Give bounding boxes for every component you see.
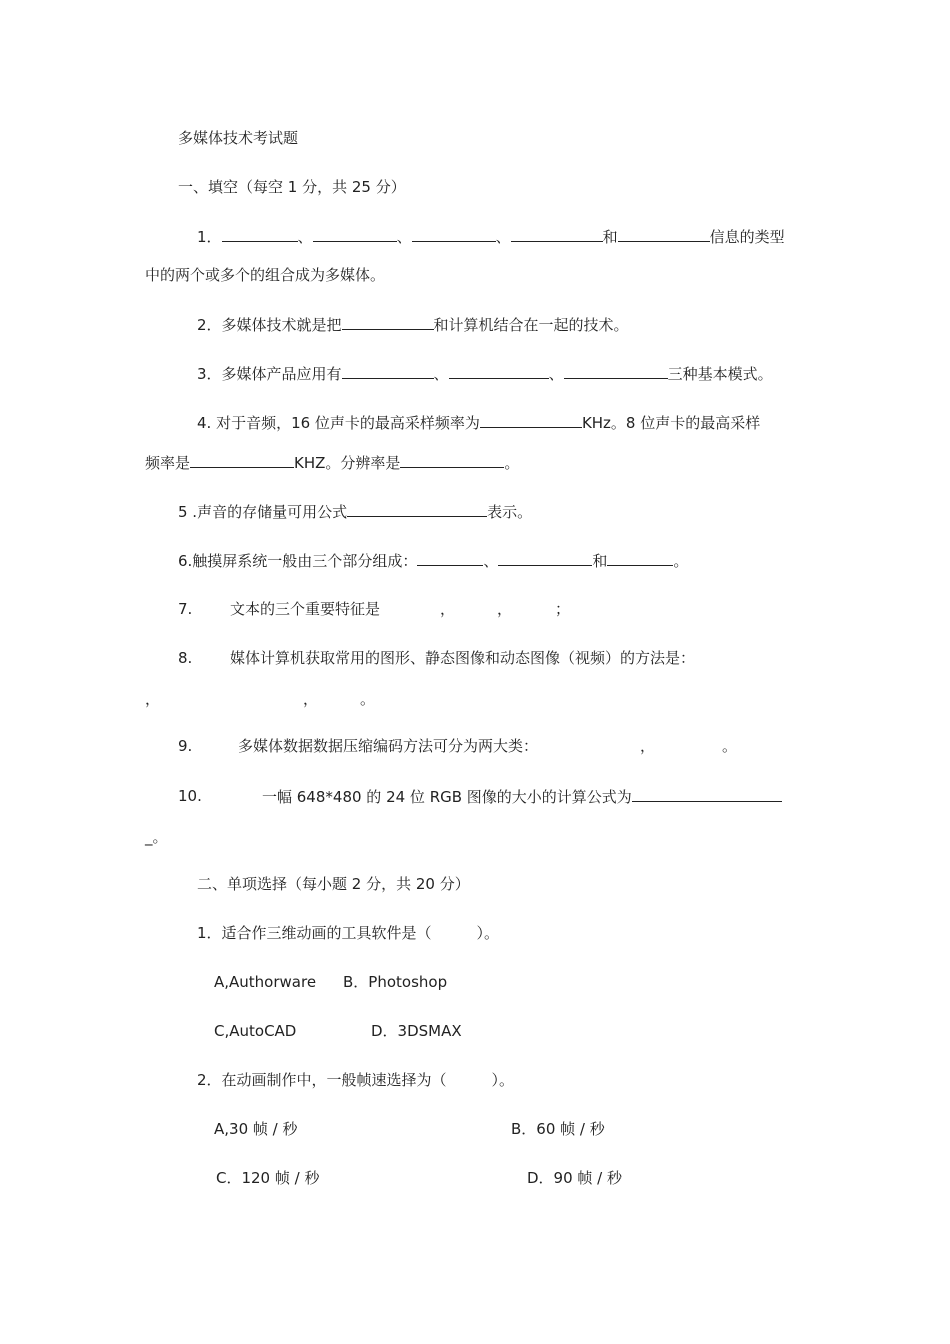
answer-blank xyxy=(564,363,668,379)
q4-prefix: 4. 对于音频，16 位声卡的最高采样频率为 xyxy=(197,414,480,432)
q7-comma-1: ， xyxy=(440,600,456,618)
q5-prefix: 5 .声音的存储量可用公式 xyxy=(178,503,348,521)
option-c: C,AutoCAD xyxy=(214,1022,297,1040)
option-b: B．Photoshop xyxy=(343,973,448,991)
answer-blank xyxy=(400,452,504,468)
q9-end: 。 xyxy=(722,737,738,755)
answer-blank xyxy=(347,501,487,517)
q8-comma-2: ， xyxy=(303,690,319,708)
fill-question-5 xyxy=(178,501,532,522)
q9-text: 多媒体数据数据压缩编码方法可分为两大类： xyxy=(238,737,539,755)
answer-blank xyxy=(511,226,603,242)
option-d: D．3DSMAX xyxy=(371,1022,462,1040)
fill-question-8: 8. xyxy=(178,649,193,667)
separator: 、 xyxy=(548,365,564,383)
q10-line-2: _。 xyxy=(145,828,168,846)
q7-comma-2: ， xyxy=(497,600,513,618)
choice-question-1: 1．适合作三维动画的工具软件是（ ）。 xyxy=(197,924,500,942)
q6-prefix: 6.触摸屏系统一般由三个部分组成： xyxy=(178,552,418,570)
fill-question-9: 9. xyxy=(178,737,193,755)
separator: 、 xyxy=(495,228,511,246)
separator: 、 xyxy=(297,228,313,246)
q10-stem: 一幅 648*480 的 24 位 RGB 图像的大小的计算公式为 xyxy=(262,788,632,806)
answer-blank xyxy=(412,226,496,242)
answer-blank xyxy=(190,452,294,468)
q4-line2-b: KHZ。分辨率是 xyxy=(294,454,401,472)
q1-line-2: 中的两个或多个的组合成为多媒体。 xyxy=(145,266,386,284)
fill-question-3 xyxy=(197,363,773,384)
q4-line2-a: 频率是 xyxy=(145,454,191,472)
separator: 、 xyxy=(433,365,449,383)
option-c: C．120 帧 / 秒 xyxy=(216,1169,320,1187)
answer-blank xyxy=(607,550,673,566)
q1-tail: 信息的类型 xyxy=(709,228,785,246)
q8-comma-1: ， xyxy=(145,690,161,708)
q6-and: 和 xyxy=(592,552,608,570)
q1-and: 和 xyxy=(602,228,618,246)
q2-prefix: 2．多媒体技术就是把 xyxy=(197,316,342,334)
q7-end: ； xyxy=(555,600,571,618)
q2-suffix: 和计算机结合在一起的技术。 xyxy=(433,316,629,334)
section-2-heading: 二、单项选择（每小题 2 分，共 20 分） xyxy=(197,875,470,893)
option-a: A,Authorware xyxy=(214,973,317,991)
answer-blank xyxy=(417,550,483,566)
answer-blank xyxy=(313,226,397,242)
option-a: A,30 帧 / 秒 xyxy=(214,1120,298,1138)
section-1-heading: 一、填空（每空 1 分，共 25 分） xyxy=(178,178,406,196)
answer-blank xyxy=(222,226,298,242)
fill-question-4 xyxy=(197,412,760,433)
option-d: D．90 帧 / 秒 xyxy=(527,1169,622,1187)
q8-end: 。 xyxy=(360,690,376,708)
q4-line-2 xyxy=(145,452,519,473)
fill-question-6 xyxy=(178,550,688,571)
answer-blank xyxy=(342,363,434,379)
q4-line2-c: 。 xyxy=(504,454,520,472)
answer-blank xyxy=(498,550,592,566)
page-title: 多媒体技术考试题 xyxy=(178,129,299,147)
choice-question-2: 2．在动画制作中，一般帧速选择为（ ）。 xyxy=(197,1071,515,1089)
fill-question-7: 7. xyxy=(178,600,193,618)
q9-comma: ， xyxy=(640,737,656,755)
q5-suffix: 表示。 xyxy=(487,503,533,521)
q8-text: 媒体计算机获取常用的图形、静态图像和动态图像（视频）的方法是： xyxy=(230,649,696,667)
q10-text xyxy=(262,786,782,807)
q7-text: 文本的三个重要特征是 xyxy=(230,600,381,618)
q4-mid: KHz。8 位声卡的最高采样 xyxy=(581,414,761,432)
fill-question-10: 10. xyxy=(178,787,202,805)
fill-question-1 xyxy=(197,226,785,247)
answer-blank xyxy=(632,786,782,802)
q3-suffix: 三种基本模式。 xyxy=(667,365,773,383)
q3-prefix: 3．多媒体产品应用有 xyxy=(197,365,342,383)
q1-number: 1． xyxy=(197,228,222,246)
answer-blank xyxy=(618,226,710,242)
answer-blank xyxy=(342,314,434,330)
answer-blank xyxy=(480,412,582,428)
answer-blank xyxy=(449,363,549,379)
fill-question-2 xyxy=(197,314,629,335)
separator: 、 xyxy=(483,552,499,570)
separator: 、 xyxy=(396,228,412,246)
option-b: B．60 帧 / 秒 xyxy=(511,1120,605,1138)
q6-end: 。 xyxy=(673,552,689,570)
